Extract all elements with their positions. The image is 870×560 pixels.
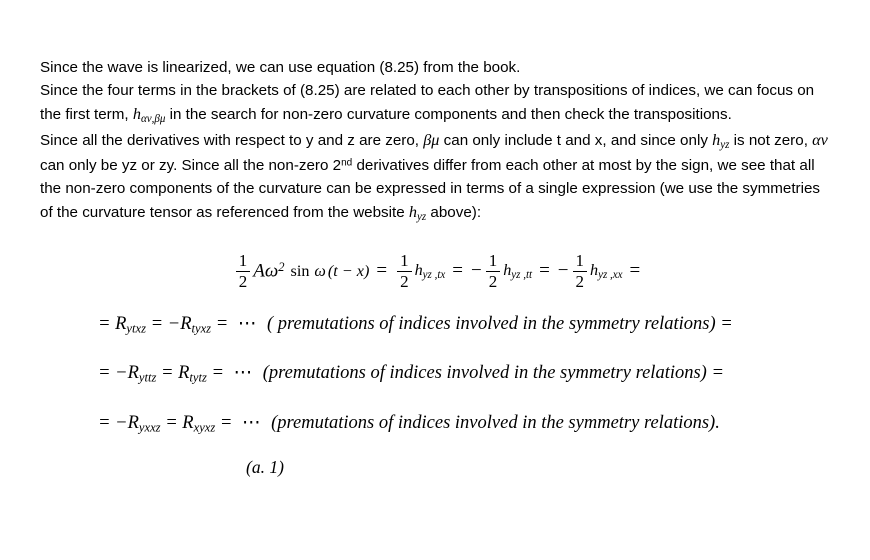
equals-lead: = [98, 313, 111, 334]
sin-operator: sin [290, 261, 310, 280]
fraction-one-half-2 [397, 252, 412, 291]
equals-1: = [376, 260, 388, 282]
equation-line-3 [40, 412, 830, 436]
ellipsis-icon: ⋯ [242, 412, 262, 433]
equation-line-1 [40, 313, 830, 337]
math-subscript: yttz [138, 370, 157, 385]
math-subscript: ytxz [126, 321, 146, 336]
term-R-ytxz [115, 314, 146, 334]
equation-main-row [40, 252, 830, 291]
fraction-numerator: 1 [238, 250, 248, 270]
term-h-yz-xx [590, 261, 623, 281]
ellipsis-icon: ⋯ [237, 313, 258, 334]
equals-dots: = [215, 313, 229, 334]
ellipsis-icon: ⋯ [233, 363, 254, 384]
inline-math-h-yz-1 [712, 131, 730, 152]
math-subscript: yz [720, 139, 730, 152]
term-amplitude-omega [253, 260, 284, 283]
sin-argument: (t − x) [327, 261, 370, 280]
paragraph-1 [40, 56, 835, 79]
equals-dots: = [219, 412, 233, 433]
paragraph-3 [40, 128, 835, 226]
equation-line-2 [40, 362, 830, 386]
paragraph-2-text-2: in the search for non-zero curvature components and then check the transpositions. [165, 106, 732, 124]
math-subscript: xyxz [193, 420, 216, 435]
equals-lead: = [98, 412, 111, 433]
math-subscript: tytz [189, 370, 207, 385]
paragraph-2 [40, 79, 835, 128]
minus-sign-1: − [470, 260, 482, 282]
fraction-denominator: 2 [400, 272, 409, 292]
paragraph-2-text-1: Since the four terms in the brackets of (8.25) are related to each other by transpositions of indices, we can focus on the first term, [40, 82, 815, 124]
term-amplitude-omega-base: Aω [253, 260, 279, 282]
math-base: h [590, 261, 599, 280]
fraction-numerator: 1 [575, 250, 585, 270]
equals-2: = [452, 260, 463, 282]
fraction-one-half-1 [236, 252, 251, 291]
fraction-denominator: 2 [488, 272, 498, 292]
term-h-yz-tt [503, 261, 532, 281]
math-subscript: yz ,tx [422, 269, 446, 282]
note-text-1: ( premutations of indices involved in the symmetry relations) [266, 313, 716, 334]
term-R-xyxz [182, 413, 215, 433]
math-base: R [182, 412, 194, 433]
omega-symbol: ω [314, 261, 326, 280]
equals-mid: = [161, 363, 174, 384]
equation-continuation-lines [40, 313, 830, 436]
math-base: R [180, 313, 192, 334]
equals-mid: = [150, 313, 164, 334]
equals-mid: = [165, 412, 178, 433]
math-subscript: yz ,xx [598, 269, 623, 282]
inline-math-betamu: βμ [423, 131, 440, 149]
term-omega-exponent: 2 [278, 260, 285, 275]
term-h-yz-tx [415, 261, 446, 281]
math-base: h [132, 105, 141, 124]
math-subscript: αν,βμ [140, 113, 166, 126]
minus-sign: − [167, 313, 181, 334]
math-base: h [503, 261, 512, 280]
paragraph-3-text-5: derivatives differ from each other at most by the sign, we see that all the non-zero components of the curvature can be expressed in terms of a single expression (we use the symmetries of the curvature tensor as referenced from the website [40, 156, 821, 221]
term-R-yxxz [128, 413, 161, 433]
minus-sign: − [115, 412, 128, 433]
math-subscript: tyxz [191, 321, 212, 336]
equals-dots: = [211, 363, 224, 384]
inline-math-h-yz-2 [408, 203, 427, 224]
minus-sign-2: − [557, 260, 569, 282]
fraction-numerator: 1 [488, 250, 498, 270]
math-base: h [408, 203, 417, 221]
fraction-one-half-4 [573, 252, 588, 291]
equals-tail: = [711, 363, 724, 384]
fraction-denominator: 2 [238, 272, 248, 292]
math-base: R [127, 363, 139, 384]
paragraph-3-text-4: can only be yz or zy. Since all the non-zero 2 [40, 156, 342, 174]
math-base: R [115, 313, 127, 334]
math-subscript: yz [417, 211, 427, 224]
math-base: h [414, 261, 423, 280]
inline-math-alphanu: αν [812, 131, 828, 149]
math-base: h [712, 131, 721, 149]
inline-math-h-alphanu-betamu [132, 105, 166, 126]
term-R-yttz [128, 363, 157, 383]
note-text-2: (premutations of indices involved in the symmetry relations) [262, 363, 707, 384]
paragraph-3-text-1: Since all the derivatives with respect to y and z are zero, [40, 132, 424, 149]
prose-body [40, 56, 835, 226]
fraction-one-half-3 [486, 252, 501, 291]
paragraph-3-text-6: above): [426, 204, 482, 221]
fraction-denominator: 2 [575, 272, 585, 292]
fraction-numerator: 1 [400, 250, 409, 270]
equals-tail: = [720, 313, 733, 334]
note-text-3: (premutations of indices involved in the symmetry relations). [271, 412, 720, 433]
equation-main [40, 252, 830, 291]
paragraph-1-text: Since the wave is linearized, we can use equation (8.25) from the book. [40, 59, 521, 76]
equals-lead: = [98, 363, 111, 384]
term-R-tytz [178, 363, 207, 383]
math-base: R [178, 363, 190, 384]
ordinal-suffix-nd: nd [341, 157, 353, 169]
paragraph-3-text-2: can only include t and x, and since only [439, 132, 713, 149]
equation-tag: (a. 1) [246, 457, 284, 478]
equals-3: = [539, 260, 550, 282]
paragraph-3-text-3: is not zero, [729, 132, 813, 149]
math-subscript: yxxz [138, 420, 161, 435]
term-R-tyxz [180, 314, 211, 334]
math-base: R [127, 412, 139, 433]
minus-sign: − [115, 363, 128, 384]
equals-4: = [629, 260, 641, 282]
math-subscript: yz ,tt [511, 269, 533, 282]
